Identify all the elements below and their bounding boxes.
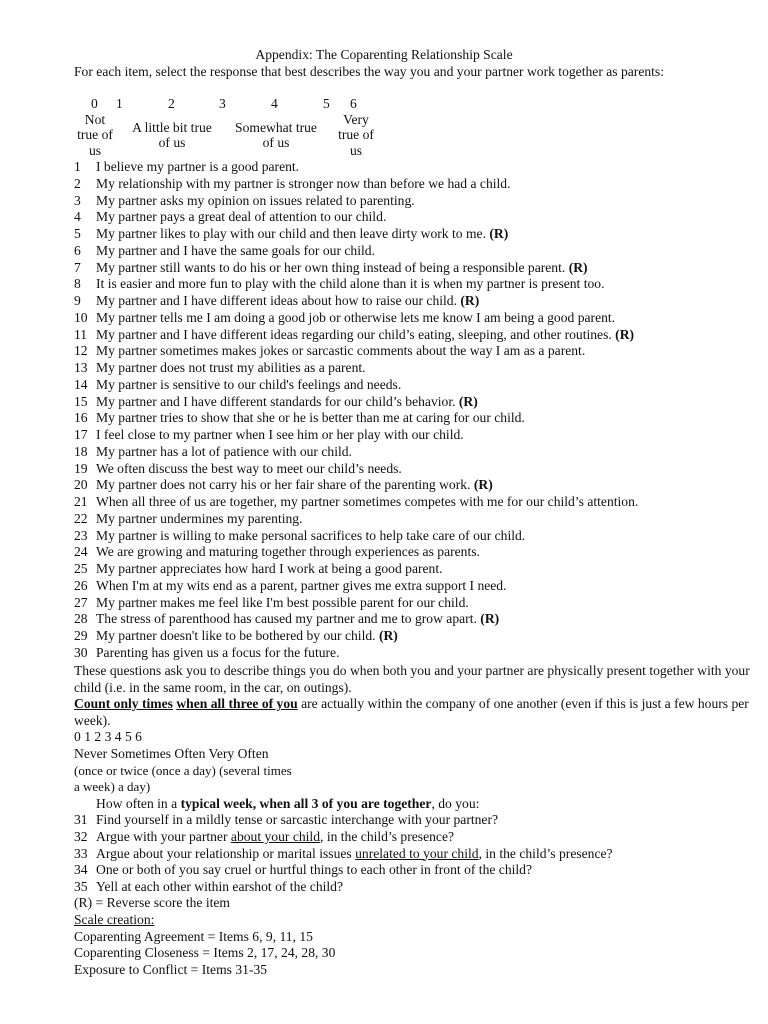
item-number: 23 <box>74 527 88 543</box>
item-number: 26 <box>74 577 88 593</box>
scale-item <box>74 360 754 377</box>
count-emphasis: when all three of you <box>176 696 298 712</box>
item-number: 14 <box>74 376 88 392</box>
frequency-scale-numbers: 0 1 2 3 4 5 6 <box>74 729 142 745</box>
scale-item <box>74 578 754 595</box>
reverse-score-marker: (R) <box>480 611 500 627</box>
scale-number: 5 <box>323 96 330 111</box>
item-text: Argue about your relationship or marital issues <box>96 845 352 861</box>
item-number: 2 <box>74 175 81 191</box>
item-number: 20 <box>74 477 88 493</box>
item-text: My partner appreciates how hard I work at being a good parent. <box>96 561 443 576</box>
item-number: 11 <box>74 326 88 342</box>
conflict-item <box>74 846 754 863</box>
scale-item <box>74 461 754 478</box>
response-scale-numbers <box>0 96 768 112</box>
scale-item <box>74 561 754 578</box>
scale-item <box>74 377 754 394</box>
conflict-item <box>74 812 754 829</box>
item-text: My partner makes me feel like I'm best possible parent for our child. <box>96 594 469 610</box>
item-text: My partner still wants to do his or her own thing instead of being a responsible parent. <box>96 259 566 275</box>
item-number: 1 <box>74 159 81 174</box>
item-text: My partner is sensitive to our child's feelings and needs. <box>96 376 402 392</box>
item-text-underlined: about your child <box>230 828 321 844</box>
reverse-score-marker: (R) <box>615 326 635 342</box>
scale-item <box>74 260 754 277</box>
scale-item <box>74 511 754 528</box>
scale-number: 3 <box>219 96 226 111</box>
item-text: My partner does not trust my abilities as a parent. <box>96 360 366 375</box>
scale-number: 6 <box>350 96 357 111</box>
scale-item <box>74 343 754 360</box>
item-number: 34 <box>74 862 88 878</box>
scale-item <box>74 494 754 511</box>
item-text: My partner is willing to make personal sacrifices to help take care of our child. <box>96 527 526 543</box>
item-number: 17 <box>74 427 88 442</box>
item-number: 31 <box>74 812 88 828</box>
item-number: 13 <box>74 360 88 375</box>
agreement-scale: Coparenting Agreement = Items 6, 9, 11, 15 <box>74 928 313 944</box>
item-text: I believe my partner is a good parent. <box>96 159 300 174</box>
conflict-item <box>74 862 754 879</box>
closeness-scale: Coparenting Closeness = Items 2, 17, 24, 28, 30 <box>74 945 336 961</box>
item-number: 30 <box>74 644 88 660</box>
scale-creation-heading: Scale creation: <box>74 911 155 927</box>
item-text: , in the child’s presence? <box>478 845 613 861</box>
frequency-scale-desc: (once or twice (once a day) (several times <box>74 762 292 778</box>
reverse-score-marker: (R) <box>458 393 478 409</box>
frequency-scale-words: Never Sometimes Often Very Often <box>74 745 269 761</box>
item-text: My partner and I have different standards for our child’s behavior. <box>96 393 456 409</box>
item-text: Find yourself in a mildly tense or sarcastic interchange with your partner? <box>96 812 499 828</box>
item-number: 15 <box>74 393 88 409</box>
scale-item <box>74 159 754 176</box>
scale-label: A little bit true of us <box>132 120 212 151</box>
item-text: My partner and I have the same goals for our child. <box>96 242 375 258</box>
item-list <box>74 159 754 662</box>
item-text: It is easier and more fun to play with the child alone than it is when my partner is present too. <box>96 276 605 292</box>
item-text: When all three of us are together, my partner sometimes competes with me for our child’s attention. <box>96 494 639 509</box>
item-number: 9 <box>74 293 81 308</box>
conflict-item <box>74 879 754 896</box>
item-number: 28 <box>74 611 88 627</box>
item-text: My partner doesn't like to be bothered by our child. <box>96 628 376 643</box>
frequency-question: How often in a typical week, when all 3 of you are together, do you: <box>96 795 480 811</box>
section-two <box>74 663 754 978</box>
scale-number: 2 <box>168 96 175 111</box>
item-text: My partner and I have different ideas regarding our child’s eating, sleeping, and other routines. <box>96 326 612 342</box>
item-number: 12 <box>74 343 88 359</box>
item-number: 33 <box>74 845 88 861</box>
item-text: Yell at each other within earshot of the child? <box>96 878 344 894</box>
item-number: 21 <box>74 494 88 509</box>
scale-item <box>74 628 754 645</box>
item-text: My partner does not carry his or her fair share of the parenting work. <box>96 477 471 493</box>
item-number: 25 <box>74 561 88 576</box>
item-text: My partner and I have different ideas about how to raise our child. <box>96 293 457 308</box>
item-number: 32 <box>74 828 88 844</box>
item-number: 24 <box>74 544 88 560</box>
scale-item <box>74 226 754 243</box>
document-title: Appendix: The Coparenting Relationship Scale <box>255 47 513 62</box>
item-number: 19 <box>74 460 88 476</box>
count-text: are actually within the company of one another (even if this is just a few hours per week). <box>74 696 749 728</box>
count-instruction <box>74 696 754 729</box>
scale-number: 0 <box>91 96 98 111</box>
item-text: My partner undermines my parenting. <box>96 510 303 526</box>
frequency-scale-desc: a week) a day) <box>74 779 151 795</box>
scale-item <box>74 310 754 327</box>
item-text: We are growing and maturing together through experiences as parents. <box>96 544 480 560</box>
item-text: When I'm at my wits end as a parent, partner gives me extra support I need. <box>96 577 507 593</box>
item-text: The stress of parenthood has caused my partner and me to grow apart. <box>96 611 477 627</box>
item-number: 35 <box>74 878 88 894</box>
conflict-scale: Exposure to Conflict = Items 31-35 <box>74 961 268 977</box>
scale-item <box>74 477 754 494</box>
scale-item <box>74 394 754 411</box>
item-number: 8 <box>74 276 81 292</box>
scale-item <box>74 327 754 344</box>
scale-item <box>74 544 754 561</box>
item-text: Parenting has given us a focus for the future. <box>96 644 340 660</box>
item-text: My partner likes to play with our child and then leave dirty work to me. <box>96 226 486 241</box>
item-number: 4 <box>74 209 81 225</box>
item-number: 16 <box>74 410 88 426</box>
scale-item <box>74 209 754 226</box>
item-text: My relationship with my partner is stronger now than before we had a child. <box>96 175 511 191</box>
item-number: 18 <box>74 443 88 459</box>
item-number: 29 <box>74 628 88 643</box>
section-two-intro: These questions ask you to describe things you do when both you and your partner are physically present together with your child (i.e. in the same room, in the car, on outings). <box>74 663 750 695</box>
scale-item <box>74 176 754 193</box>
reverse-score-marker: (R) <box>568 259 588 275</box>
item-text: My partner pays a great deal of attention to our child. <box>96 209 387 225</box>
scale-item <box>74 410 754 427</box>
scale-item <box>74 276 754 293</box>
scale-item <box>74 193 754 210</box>
scale-number: 1 <box>116 96 123 111</box>
scale-item <box>74 427 754 444</box>
item-text: My partner has a lot of patience with our child. <box>96 443 352 459</box>
scale-item <box>74 528 754 545</box>
conflict-item <box>74 829 754 846</box>
scale-item <box>74 645 754 662</box>
item-number: 5 <box>74 226 81 241</box>
item-text: We often discuss the best way to meet our child’s needs. <box>96 460 402 476</box>
scale-item <box>74 595 754 612</box>
conflict-item-list <box>74 812 754 895</box>
reverse-score-marker: (R) <box>489 226 509 241</box>
item-number: 3 <box>74 192 81 208</box>
item-text: My partner sometimes makes jokes or sarcastic comments about the way I am as a parent. <box>96 343 586 359</box>
instructions: For each item, select the response that best describes the way you and your partner work together as parents: <box>74 64 665 79</box>
reverse-score-marker: (R) <box>473 477 493 493</box>
scale-label: Very true of us <box>338 112 374 158</box>
item-text: Argue with your partner <box>96 828 228 844</box>
scale-label: Somewhat true of us <box>235 120 317 151</box>
reverse-score-marker: (R) <box>378 628 398 643</box>
scale-item <box>74 611 754 628</box>
scale-number: 4 <box>271 96 278 111</box>
scale-item <box>74 293 754 310</box>
item-text: My partner asks my opinion on issues related to parenting. <box>96 192 415 208</box>
item-text: , in the child’s presence? <box>320 828 455 844</box>
reverse-note: (R) = Reverse score the item <box>74 895 231 911</box>
reverse-score-marker: (R) <box>460 293 480 308</box>
item-number: 10 <box>74 309 88 325</box>
scale-label: Not true of us <box>77 112 113 158</box>
scale-item <box>74 444 754 461</box>
item-number: 22 <box>74 510 88 526</box>
count-emphasis: Count only times <box>74 696 173 712</box>
scale-item <box>74 243 754 260</box>
item-text: One or both of you say cruel or hurtful things to each other in front of the child? <box>96 862 533 878</box>
item-text: I feel close to my partner when I see him or her play with our child. <box>96 427 464 442</box>
item-number: 7 <box>74 259 81 275</box>
item-number: 6 <box>74 242 81 258</box>
item-number: 27 <box>74 594 88 610</box>
item-text: My partner tells me I am doing a good job or otherwise lets me know I am being a good parent. <box>96 309 616 325</box>
item-text: My partner tries to show that she or he is better than me at caring for our child. <box>96 410 525 426</box>
item-text-underlined: unrelated to your child <box>355 845 479 861</box>
